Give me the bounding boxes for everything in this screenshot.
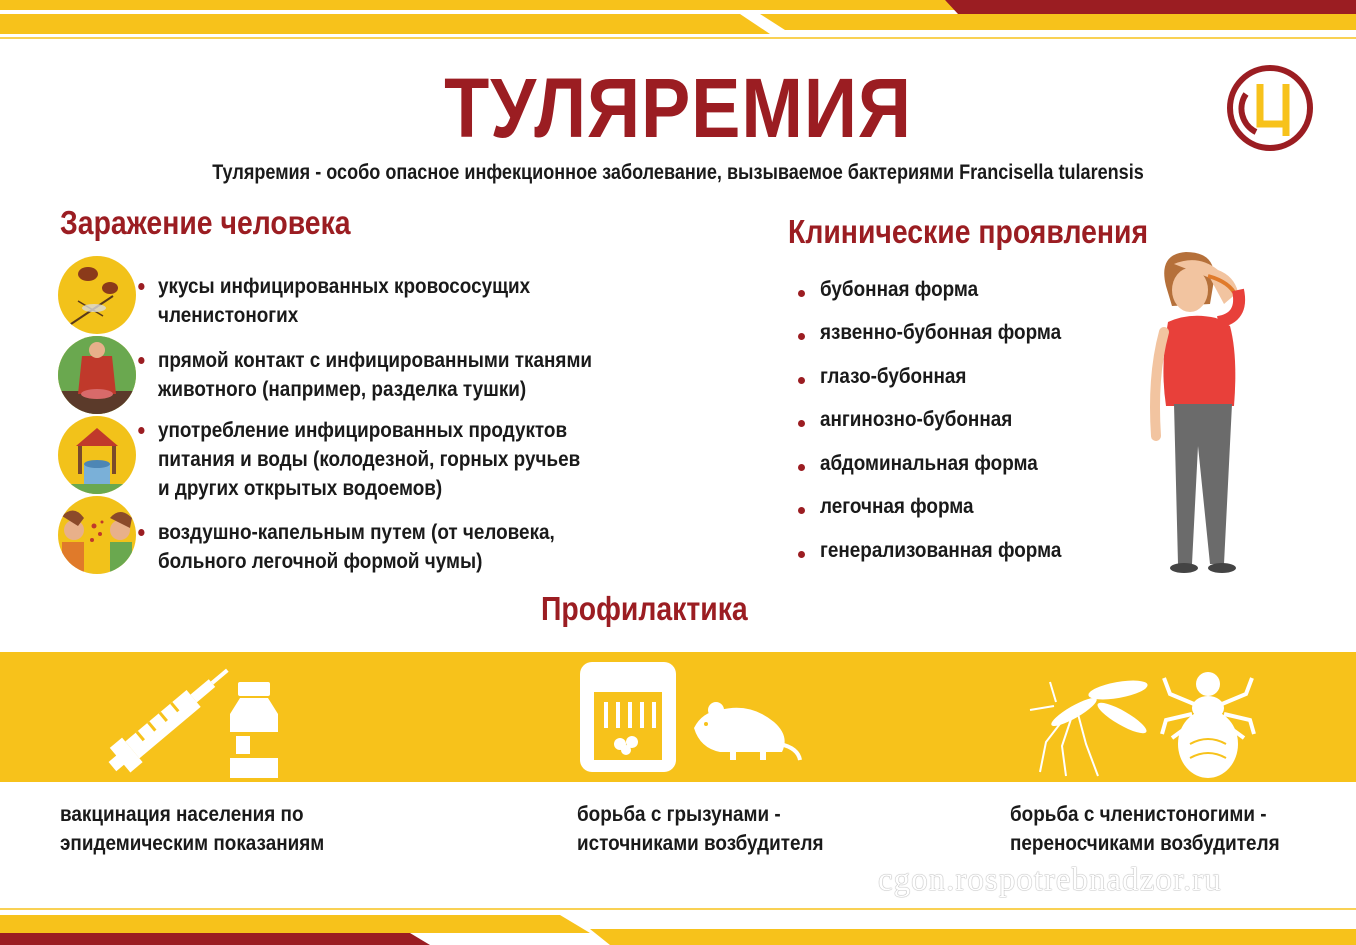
list-item: абдоминальная форма (798, 452, 1128, 482)
list-item: легочная форма (798, 495, 1128, 525)
top-decorative-stripes (0, 0, 1356, 45)
syringe-icon (100, 652, 240, 782)
list-item: ангинозно-бубонная (798, 408, 1128, 438)
page-title: ТУЛЯРЕМИЯ (444, 61, 912, 155)
infection-text: воздушно-капельным путем (от человека, больного легочной формой чумы) (158, 518, 626, 576)
butcher-icon (58, 336, 136, 414)
list-item: язвенно-бубонная форма (798, 321, 1128, 351)
list-item: бубонная форма (798, 278, 1128, 308)
flea-mosquito-icon (58, 256, 136, 334)
list-item: глазо-бубонная (798, 365, 1128, 395)
sick-woman-icon (1138, 246, 1258, 576)
infection-text: укусы инфицированных кровососущих членистоногих (158, 272, 626, 330)
rat-icon (690, 698, 802, 764)
bottom-decorative-stripes (0, 905, 1356, 945)
well-icon (58, 416, 136, 494)
prevention-text: вакцинация населения по эпидемическим показаниям (60, 803, 325, 855)
airborne-icon (58, 496, 136, 574)
prevention-heading: Профилактика (541, 590, 748, 627)
prevention-text: борьба с грызунами - источниками возбудителя (577, 803, 824, 855)
infection-heading: Заражение человека (60, 204, 351, 241)
vaccine-bottle-icon (226, 680, 282, 780)
mosquito-icon (1026, 672, 1150, 780)
rat-trap-icon (580, 662, 676, 772)
page-subtitle: Туляремия - особо опасное инфекционное заболевание, вызываемое бактериями Francisella tularensis (212, 161, 1144, 184)
infection-text: прямой контакт с инфицированными тканями животного (например, разделка тушки) (158, 346, 626, 404)
louse-icon (1160, 664, 1256, 780)
watermark: cgon.rospotrebnadzor.ru (878, 862, 1222, 898)
clinical-heading: Клинические проявления (788, 213, 1149, 250)
infection-text: употребление инфицированных продуктов питания и воды (колодезной, горных ручьев и других открытых водоемов) (158, 416, 626, 503)
list-item: генерализованная форма (798, 539, 1128, 569)
prevention-text: борьба с членистоногими - переносчиками возбудителя (1010, 803, 1280, 855)
